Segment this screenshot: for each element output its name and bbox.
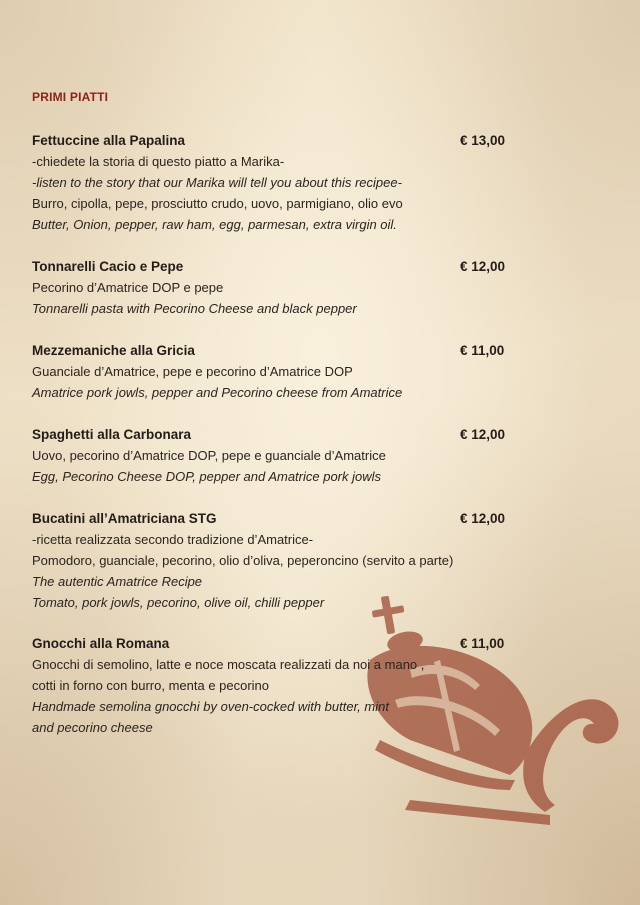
dish-description-line: Gnocchi di semolino, latte e noce moscata realizzati da noi a mano , (32, 657, 425, 672)
dish-description-line: Burro, cipolla, pepe, prosciutto crudo, uovo, parmigiano, olio evo (32, 196, 403, 211)
dish-name: Mezzemaniche alla Gricia (32, 343, 195, 358)
dish-price: € 12,00 (460, 259, 506, 274)
dish-price: € 11,00 (460, 636, 505, 651)
dish-bucatini-all-amatriciana (32, 508, 512, 613)
dish-description-line: The autentic Amatrice Recipe (32, 574, 203, 589)
dish-price: € 13,00 (460, 133, 506, 148)
dish-description-line: Pomodoro, guanciale, pecorino, olio d’oliva, peperoncino (servito a parte) (32, 553, 454, 568)
dish-description-line: -chiedete la storia di questo piatto a Marika- (32, 154, 285, 169)
dish-description-line: Uovo, pecorino d’Amatrice DOP, pepe e guanciale d’Amatrice (32, 448, 386, 463)
dish-description-line: Tonnarelli pasta with Pecorino Cheese and black pepper (32, 301, 357, 316)
dish-name: Bucatini all’Amatriciana STG (32, 511, 217, 526)
dish-description-line: Guanciale d’Amatrice, pepe e pecorino d’Amatrice DOP (32, 364, 353, 379)
dish-price: € 12,00 (460, 511, 506, 526)
dish-gnocchi-alla-romana (32, 633, 512, 738)
dish-description-line: and pecorino cheese (32, 720, 153, 735)
dish-description-line: -listen to the story that our Marika will tell you about this recipee- (32, 175, 402, 190)
dish-fettuccine-alla-papalina (32, 130, 512, 235)
dish-description-line: cotti in forno con burro, menta e pecorino (32, 678, 270, 693)
dish-name: Gnocchi alla Romana (32, 636, 170, 651)
dish-tonnarelli-cacio-e-pepe (32, 256, 512, 319)
dish-description-line: Butter, Onion, pepper, raw ham, egg, parmesan, extra virgin oil. (32, 217, 397, 232)
dish-mezzemaniche-alla-gricia (32, 340, 512, 403)
dish-description-line: Handmade semolina gnocchi by oven-cocked with butter, mint (32, 699, 389, 714)
section-title: PRIMI PIATTI (32, 90, 109, 104)
dish-price: € 11,00 (460, 343, 505, 358)
dish-name: Spaghetti alla Carbonara (32, 427, 192, 442)
dish-description-line: Egg, Pecorino Cheese DOP, pepper and Amatrice pork jowls (32, 469, 382, 484)
dish-description-line: Amatrice pork jowls, pepper and Pecorino cheese from Amatrice (32, 385, 403, 400)
dish-name: Tonnarelli Cacio e Pepe (32, 259, 184, 274)
dish-description-line: Pecorino d’Amatrice DOP e pepe (32, 280, 224, 295)
dish-price: € 12,00 (460, 427, 506, 442)
dish-description-line: -ricetta realizzata secondo tradizione d’Amatrice- (32, 532, 314, 547)
dish-description-line: Tomato, pork jowls, pecorino, olive oil, chilli pepper (32, 595, 325, 610)
dish-name: Fettuccine alla Papalina (32, 133, 186, 148)
dish-spaghetti-alla-carbonara (32, 424, 512, 487)
